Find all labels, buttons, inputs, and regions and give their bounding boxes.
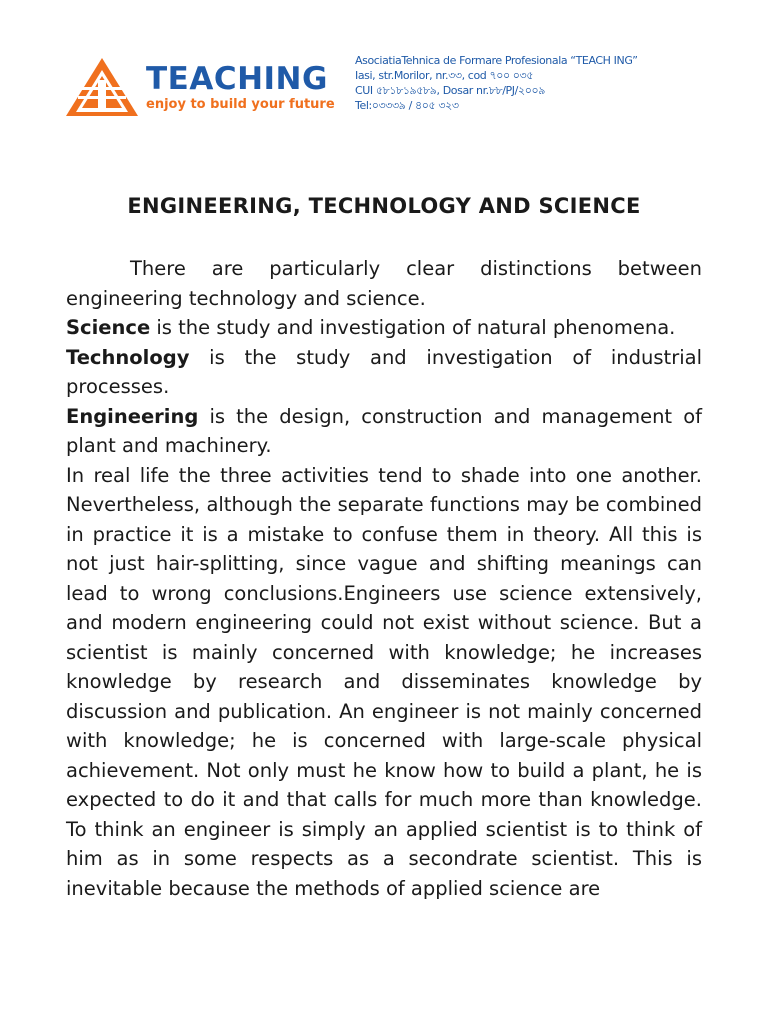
definition-text: is the study and investigation of industrial processes.	[66, 345, 702, 398]
definition-technology	[66, 343, 702, 402]
document-body	[66, 254, 702, 903]
brand-name: TEACHING	[146, 61, 328, 97]
brand-tagline: enjoy to build your future	[146, 97, 335, 112]
definition-term: Technology	[66, 345, 190, 369]
main-paragraph: In real life the three activities tend to shade into one another. Nevertheless, although the separate functions may be combined in practice it is a mistake to confuse them in theory. All this is not just hair-splitting, since vague and shifting meanings can lead to wrong conclusions.Engineers use science extensively, and modern engineering could not exist without science. But a scientist is mainly concerned with knowledge; he increases knowledge by research and disseminates knowledge by discussion and publication. An engineer is not mainly concerned with knowledge; he is concerned with large-scale physical achievement. Not only must he know how to build a plant, he is expected to do it and that calls for much more than knowledge. To think an engineer is simply an applied scientist is to think of him as in some respects as a secondrate scientist. This is inevitable because the methods of applied science are	[66, 463, 702, 900]
definition-term: Engineering	[66, 404, 199, 428]
contact-phone: Tel:০৩৩৩৯ / ৪০৫ ৩২৩	[355, 99, 459, 112]
definition-term: Science	[66, 316, 151, 339]
contact-registration: CUI ৫৮১৮১৯৫৮৯, Dosar nr.৮৮/PJ/২০০৯	[355, 84, 545, 97]
contact-block	[355, 53, 755, 113]
document-title: ENGINEERING, TECHNOLOGY AND SCIENCE	[127, 194, 641, 218]
logo	[66, 56, 336, 120]
definition-science	[66, 313, 702, 343]
definition-text: is the study and investigation of natural phenomena.	[150, 316, 676, 339]
teaching-triangle-logo-icon	[66, 58, 138, 118]
contact-address: Iasi, str.Morilor, nr.৩৩, cod ৭০০ ০৩৫	[355, 69, 534, 82]
definition-text: is the design, construction and management of plant and machinery.	[66, 404, 702, 457]
definition-engineering	[66, 402, 702, 461]
contact-organization: AsociatiaTehnica de Formare Profesionala “TEACH ING”	[355, 54, 638, 67]
intro-paragraph: There are particularly clear distinctions between engineering technology and science.	[66, 257, 702, 310]
letterhead	[0, 0, 768, 140]
